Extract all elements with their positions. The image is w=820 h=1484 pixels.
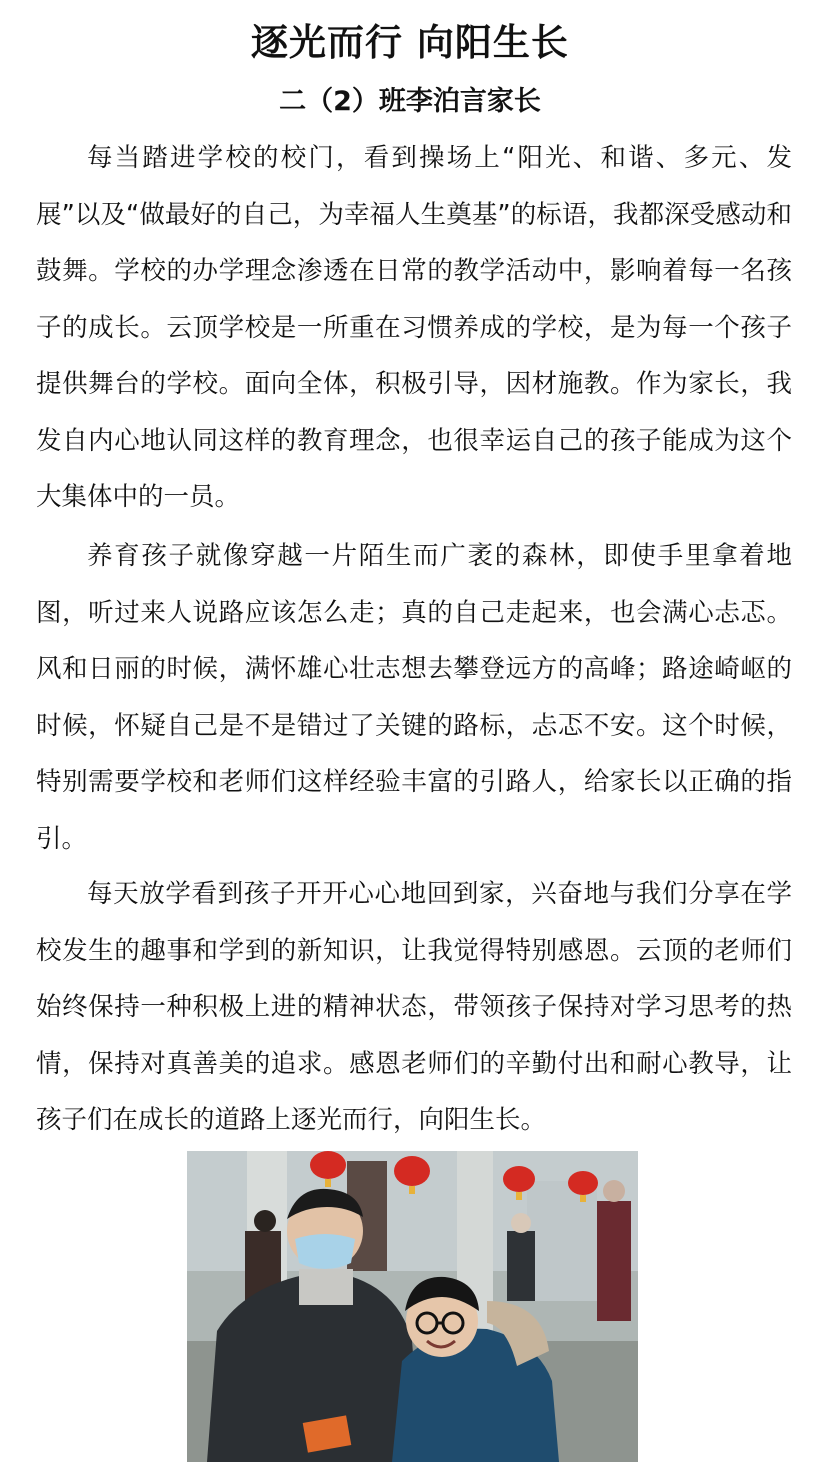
photo-father-and-son xyxy=(187,1151,638,1462)
document-author: 二（2）班李泊言家长 xyxy=(279,86,541,117)
paragraph-1: 每当踏进学校的校门，看到操场上“阳光、和谐、多元、发展”以及“做最好的自己，为幸福人生奠基”的标语，我都深受感动和鼓舞。学校的办学理念渗透在日常的教学活动中，影响着每一名孩子的成长。云顶学校是一所重在习惯养成的学校，是为每一个孩子提供舞台的学校。面向全体，积极引导，因材施教。作为家长，我发自内心地认同这样的教育理念，也很幸运自己的孩子能成为这个大集体中的一员。 xyxy=(36,143,792,512)
paragraph-2: 养育孩子就像穿越一片陌生而广袤的森林，即使手里拿着地图，听过来人说路应该怎么走；真的自己走起来，也会满心忐忑。风和日丽的时候，满怀雄心壮志想去攀登远方的高峰；路途崎岖的时候，怀疑自己是不是错过了关键的路标，忐忑不安。这个时候，特别需要学校和老师们这样经验丰富的引路人，给家长以正确的指引。 xyxy=(36,541,792,854)
paragraph-3: 每天放学看到孩子开开心心地回到家，兴奋地与我们分享在学校发生的趣事和学到的新知识，让我觉得特别感恩。云顶的老师们始终保持一种积极上进的精神状态，带领孩子保持对学习思考的热情，保持对真善美的追求。感恩老师们的辛勤付出和耐心教导，让孩子们在成长的道路上逐光而行，向阳生长。 xyxy=(36,879,792,1135)
document-title: 逐光而行 向阳生长 xyxy=(251,21,569,64)
